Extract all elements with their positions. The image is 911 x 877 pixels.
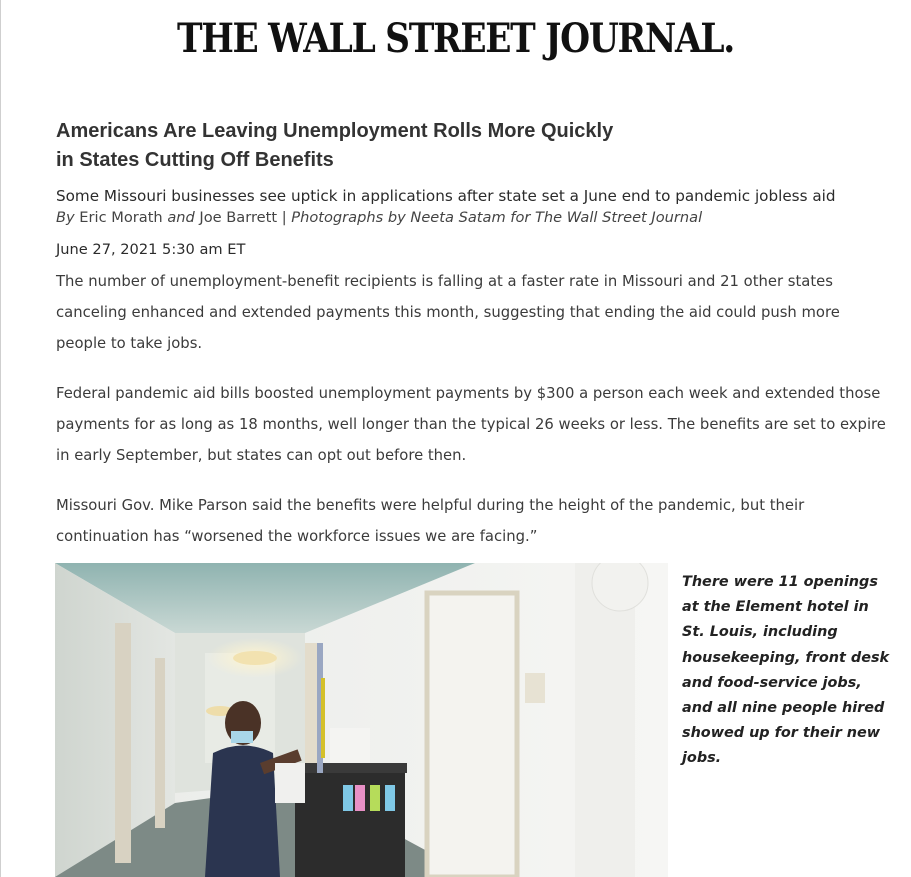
article-photo — [55, 563, 668, 877]
article-dek: Some Missouri businesses see uptick in applications after state set a June end to pandemic jobless aid — [56, 187, 836, 205]
byline-by: By — [56, 209, 75, 226]
publish-date: June 27, 2021 5:30 am ET — [56, 241, 246, 258]
photo-caption: There were 11 openings at the Element hotel in St. Louis, including housekeeping, front desk and food-service jobs, and all nine people hired showed up for their new jobs. — [682, 574, 890, 767]
article-paragraph-1: The number of unemployment-benefit recipients is falling at a faster rate in Missouri and 21 other states canceling enhanced and extended payments this month, suggesting that ending the aid could push more people to take jobs. — [56, 273, 840, 352]
article-paragraph-3: Missouri Gov. Mike Parson said the benefits were helpful during the height of the pandemic, but their continuation has “worsened the workforce issues we are facing.” — [56, 497, 805, 545]
article-byline — [56, 208, 896, 228]
page-left-border — [0, 0, 1, 877]
hotel-hallway-photo — [55, 563, 668, 877]
author-link-2[interactable]: Joe Barrett — [199, 209, 278, 226]
headline-line-2: in States Cutting Off Benefits — [56, 149, 334, 171]
byline-and: and — [167, 209, 195, 226]
headline-line-1: Americans Are Leaving Unemployment Rolls More Quickly — [56, 120, 614, 142]
author-link-1[interactable]: Eric Morath — [79, 209, 163, 226]
article-headline — [56, 117, 696, 175]
article-paragraph-2: Federal pandemic aid bills boosted unemployment payments by $300 a person each week and extended those payments for as long as 18 months, well longer than the typical 26 weeks or less. The benefits are set to expire in early September, but states can opt out before then. — [56, 385, 886, 464]
publication-masthead[interactable]: THE WALL STREET JOURNAL. — [177, 15, 734, 62]
photo-credit: | Photographs by Neeta Satam for The Wall Street Journal — [281, 209, 703, 226]
